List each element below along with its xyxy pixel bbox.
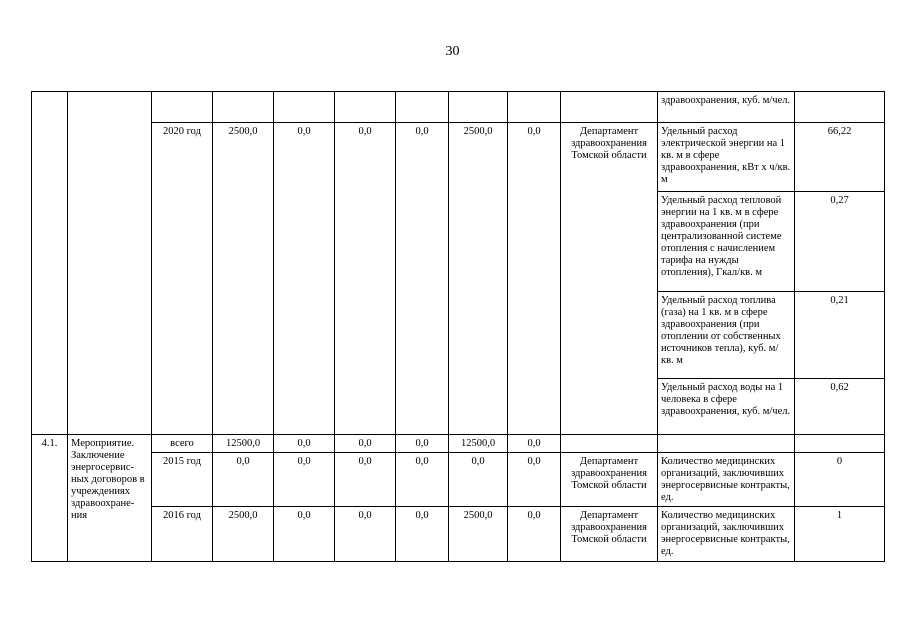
funding-cell: 0,0 [274, 123, 335, 435]
number-cell [32, 92, 68, 435]
funding-cell: 12500,0 [449, 435, 508, 453]
indicator-name: Количество медицинских организаций, заключивших энергосервисные контракты, ед. [658, 507, 795, 562]
indicator-name: здравоохранения, куб. м/чел. [658, 92, 795, 123]
executor-cell: Департамент здравоохранения Томской области [561, 453, 658, 507]
executor-cell: Департамент здравоохранения Томской области [561, 507, 658, 562]
funding-cell: 0,0 [335, 453, 396, 507]
funding-cell: 2500,0 [449, 507, 508, 562]
year-cell: 2016 год [152, 507, 213, 562]
table-row [32, 507, 885, 562]
indicator-value: 1 [795, 507, 885, 562]
funding-cell: 0,0 [396, 453, 449, 507]
indicator-value: 0,62 [795, 379, 885, 435]
table-row [32, 453, 885, 507]
funding-cell: 0,0 [508, 123, 561, 435]
program-measures-table [31, 91, 885, 562]
funding-cell: 0,0 [335, 507, 396, 562]
measure-cell: Мероприятие. Заключение энергосервис-ных договоров в учреждениях здравоохране-ния [68, 435, 152, 562]
funding-cell: 0,0 [274, 507, 335, 562]
indicator-name: Удельный расход тепловой энергии на 1 кв. м в сфере здравоохранения (при централизованной системе отопления с начислением тарифа на нужды отопления), Гкал/кв. м [658, 192, 795, 292]
executor-cell: Департамент здравоохранения Томской области [561, 123, 658, 435]
indicator-value: 0,21 [795, 292, 885, 379]
indicator-name: Удельный расход топлива (газа) на 1 кв. м в сфере здравоохранения (при отоплении от собственных источников тепла), куб. м/кв. м [658, 292, 795, 379]
funding-cell: 0,0 [396, 507, 449, 562]
total-cell: 0,0 [213, 453, 274, 507]
total-cell: 2500,0 [213, 123, 274, 435]
funding-cell: 2500,0 [449, 123, 508, 435]
indicator-value: 0,27 [795, 192, 885, 292]
indicator-value: 0 [795, 453, 885, 507]
table-row [32, 435, 885, 453]
funding-cell: 0,0 [274, 435, 335, 453]
total-cell: 2500,0 [213, 507, 274, 562]
funding-cell: 0,0 [396, 435, 449, 453]
funding-cell: 0,0 [508, 507, 561, 562]
year-cell: 2015 год [152, 453, 213, 507]
funding-cell: 0,0 [396, 123, 449, 435]
year-cell: 2020 год [152, 123, 213, 435]
funding-cell: 0,0 [508, 453, 561, 507]
table-row [32, 123, 885, 192]
funding-cell: 0,0 [508, 435, 561, 453]
number-cell: 4.1. [32, 435, 68, 562]
funding-cell: 0,0 [449, 453, 508, 507]
measure-cell [68, 92, 152, 435]
indicator-value: 66,22 [795, 123, 885, 192]
total-cell: 12500,0 [213, 435, 274, 453]
funding-cell: 0,0 [274, 453, 335, 507]
table-row [32, 92, 885, 123]
page-number: 30 [445, 44, 460, 59]
indicator-name: Удельный расход воды на 1 человека в сфере здравоохранения, куб. м/чел. [658, 379, 795, 435]
indicator-name: Удельный расход электрической энергии на 1 кв. м в сфере здравоохранения, кВт х ч/кв. м [658, 123, 795, 192]
funding-cell: 0,0 [335, 123, 396, 435]
year-cell: всего [152, 435, 213, 453]
funding-cell: 0,0 [335, 435, 396, 453]
indicator-name: Количество медицинских организаций, заключивших энергосервисные контракты, ед. [658, 453, 795, 507]
